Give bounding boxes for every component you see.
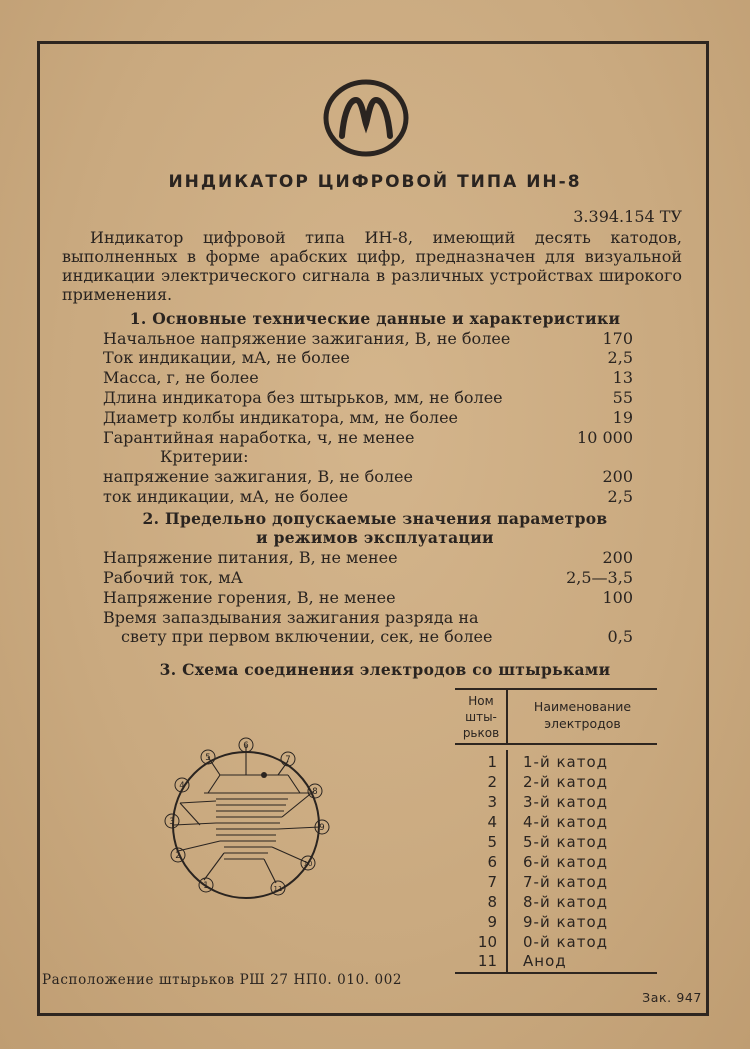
criteria-row (103, 487, 633, 506)
pin-table (455, 688, 657, 974)
table-cell-num: 4 (487, 813, 497, 831)
spec-label: Гарантийная наработка, ч, не менее (103, 428, 415, 447)
table-divider (506, 690, 508, 745)
pin-label: 4 (179, 781, 185, 791)
spec-value: 2,5—3,5 (566, 568, 633, 587)
table-cell-num: 10 (477, 933, 497, 951)
table-cell-name: 9-й катод (523, 913, 609, 931)
section-2-title-line2: и режимов эксплуатации (256, 528, 494, 547)
table-cell-num: 9 (487, 913, 497, 931)
delay-label-line1: Время запаздывания зажигания разряда на (103, 608, 479, 627)
spec-row (103, 388, 633, 407)
table-cell-name: 5-й катод (523, 833, 609, 851)
spec-value: 19 (612, 408, 633, 427)
manufacturer-logo (322, 78, 410, 158)
spec-label: ток индикации, мА, не более (103, 487, 349, 506)
pin-label: 10 (303, 860, 313, 868)
table-cell-name: 1-й катод (523, 753, 609, 771)
section-1-title: 1. Основные технические данные и характеристики (129, 309, 621, 328)
spec-label: Длина индикатора без штырьков, мм, не более (103, 388, 503, 407)
section-2-title-line1: 2. Предельно допускаемые значения параметров (142, 509, 608, 528)
table-cell-name: 4-й катод (523, 813, 609, 831)
spec-row (103, 348, 633, 367)
section-3-title: 3. Схема соединения электродов со штырьками (159, 660, 611, 679)
table-cell-num: 6 (487, 853, 497, 871)
table-cell-name: 6-й катод (523, 853, 609, 871)
table-cell-num: 2 (487, 773, 497, 791)
table-cell-num: 5 (487, 833, 497, 851)
spec-row (103, 408, 633, 427)
limit-row (103, 588, 633, 607)
table-cell-name: 8-й катод (523, 893, 609, 911)
table-cell-num: 7 (487, 873, 497, 891)
table-cell-name: 3-й катод (523, 793, 609, 811)
table-cell-num: 3 (487, 793, 497, 811)
limit-row (103, 568, 633, 587)
spec-row (103, 368, 633, 387)
spec-label: Рабочий ток, мА (103, 568, 243, 587)
spec-value: 2,5 (607, 348, 633, 367)
spec-label: Масса, г, не более (103, 368, 259, 387)
table-header-num: Ном шты- рьков (462, 694, 500, 740)
table-cell-name: Анод (523, 952, 567, 970)
spec-value: 10 000 (577, 428, 633, 447)
pin-label: 11 (273, 885, 283, 893)
spec-row (103, 329, 633, 348)
spec-value: 2,5 (607, 487, 633, 506)
pin-label: 3 (169, 817, 175, 827)
table-cell-num: 1 (487, 753, 497, 771)
table-cell-num: 8 (487, 893, 497, 911)
pin-label: 8 (312, 787, 318, 797)
spec-row (103, 428, 633, 447)
pin-layout-diagram (160, 735, 335, 905)
spec-label: напряжение зажигания, В, не более (103, 467, 413, 486)
pin-label: 1 (203, 881, 209, 891)
criteria-row (103, 467, 633, 486)
spec-label: Диаметр колбы индикатора, мм, не более (103, 408, 459, 427)
pin-label: 7 (285, 755, 291, 765)
table-header-name: Наименование электродов (533, 699, 632, 731)
criteria-label: Критерии: (160, 447, 249, 466)
spec-value: 200 (602, 548, 633, 567)
spec-label: Напряжение горения, В, не менее (103, 588, 396, 607)
table-divider (506, 750, 508, 972)
spec-label: Начальное напряжение зажигания, В, не более (103, 329, 511, 348)
spec-value: 0,5 (607, 627, 633, 646)
spec-label: Ток индикации, мА, не более (103, 348, 350, 367)
table-cell-name: 7-й катод (523, 873, 609, 891)
pin-label: 6 (243, 741, 249, 751)
spec-value: 55 (612, 388, 633, 407)
table-cell-name: 0-й катод (523, 933, 609, 951)
spec-label: Напряжение питания, В, не менее (103, 548, 398, 567)
pin-label: 5 (205, 753, 211, 763)
spec-value: 100 (602, 588, 633, 607)
spec-value: 170 (602, 329, 633, 348)
spec-label: свету при первом включении, сек, не более (121, 627, 493, 646)
diagram-caption: Расположение штырьков РШ 27 НП0. 010. 002 (42, 972, 403, 988)
pin-label: 9 (319, 823, 325, 833)
pin-label: 2 (175, 851, 181, 861)
order-number: Зак. 947 (642, 990, 702, 1005)
table-header-rule (455, 743, 657, 745)
intro-paragraph: Индикатор цифровой типа ИН-8, имеющий десять катодов, выполненных в форме арабских цифр, предназначен для визуальной индикации электрического сигнала в различных устройствах широкого применения. (62, 228, 682, 304)
table-cell-num: 11 (477, 952, 497, 970)
delay-row (103, 627, 633, 646)
limit-row (103, 548, 633, 567)
spec-number: 3.394.154 ТУ (573, 207, 682, 226)
table-cell-name: 2-й катод (523, 773, 609, 791)
document-title: ИНДИКАТОР ЦИФРОВОЙ ТИПА ИН-8 (168, 172, 582, 192)
spec-value: 13 (612, 368, 633, 387)
spec-value: 200 (602, 467, 633, 486)
